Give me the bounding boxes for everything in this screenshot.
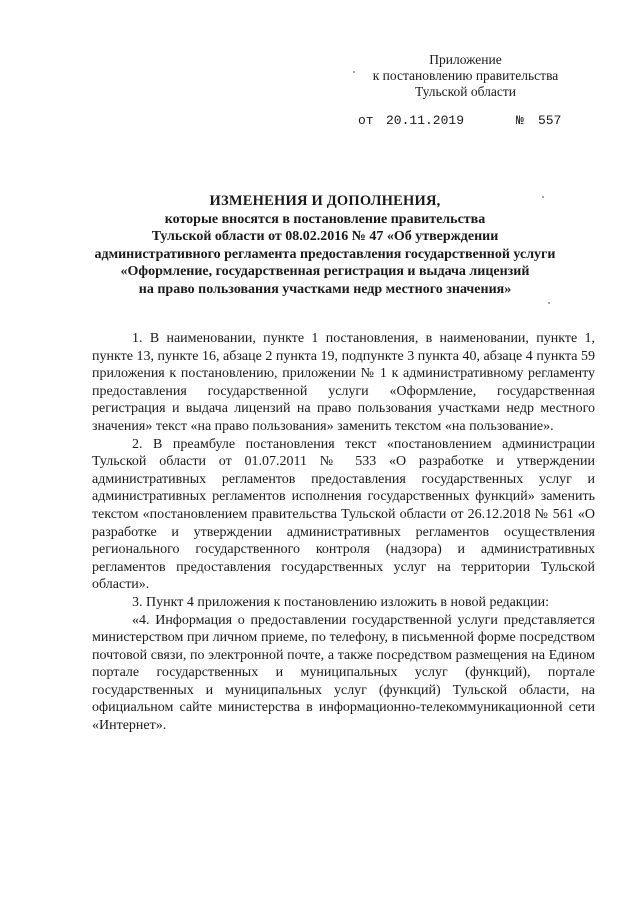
scan-speck <box>353 71 355 73</box>
title-line: «Оформление, государственная регистрация и выдача лицензий <box>120 264 530 280</box>
document-body <box>92 330 595 735</box>
document-title <box>90 193 560 299</box>
title-line: административного регламента предоставления государственной услуги <box>94 246 556 262</box>
paragraph-2: 2. В преамбуле постановления текст «постановлением администрации Тульской области от 01.07.2011 № 533 «О разработке и утверждении административных регламентов предоставления государственных услуг и административных регламентов исполнения государственных функций» заменить текстом «постановлением правительства Тульской области от 26.12.2018 № 561 «О разработке и утверждении административных регламентов осуществления регионального государственного контроля (надзора) и административных регламентов предоставления государственных услуг на территории Тульской области». <box>92 436 595 593</box>
paragraph-3: 3. Пункт 4 приложения к постановлению изложить в новой редакции: <box>132 594 549 610</box>
paragraph-4: «4. Информация о предоставлении государственной услуги представляется министерством при личном приеме, по телефону, в письменной форме посредством почтовой связи, по электронной почте, а также посредством размещения на Едином портале государственных и муниципальных услуг (функций), портале государственных и муниципальных услуг (функций) Тульской области, на официальном сайте министерства в информационно-телекоммуникационной сети «Интернет». <box>92 612 595 734</box>
appendix-line-1: Приложение <box>429 52 502 67</box>
scan-speck <box>548 302 550 304</box>
number-label: № <box>516 113 524 128</box>
appendix-line-3: Тульской области <box>415 84 516 99</box>
title-line: которые вносятся в постановление правительства <box>164 211 486 227</box>
appendix-line-2: к постановлению правительства <box>372 68 559 83</box>
title-line: на право пользования участками недр местного значения» <box>138 281 512 297</box>
appendix-header <box>358 52 573 100</box>
paragraph-1: 1. В наименовании, пункте 1 постановления, в наименовании, пункте 1, пункте 13, пункте 16, абзаце 2 пункта 19, подпункте 3 пункта 40, абзаце 4 пункта 59 приложения к постановлению, приложении № 1 к административному регламенту предоставления государственной услуги «Оформление, государственная регистрация и выдача лицензий на право пользования участками недр местного значения» текст «на право пользования» заменить текстом «на пользование». <box>92 331 595 434</box>
scan-speck <box>542 196 544 198</box>
title-heading: ИЗМЕНЕНИЯ И ДОПОЛНЕНИЯ, <box>209 193 441 209</box>
decree-number: 557 <box>538 113 562 128</box>
from-label: от <box>358 113 374 128</box>
decree-date: 20.11.2019 <box>386 113 465 128</box>
title-line: Тульской области от 08.02.2016 № 47 «Об утверждении <box>151 229 499 245</box>
